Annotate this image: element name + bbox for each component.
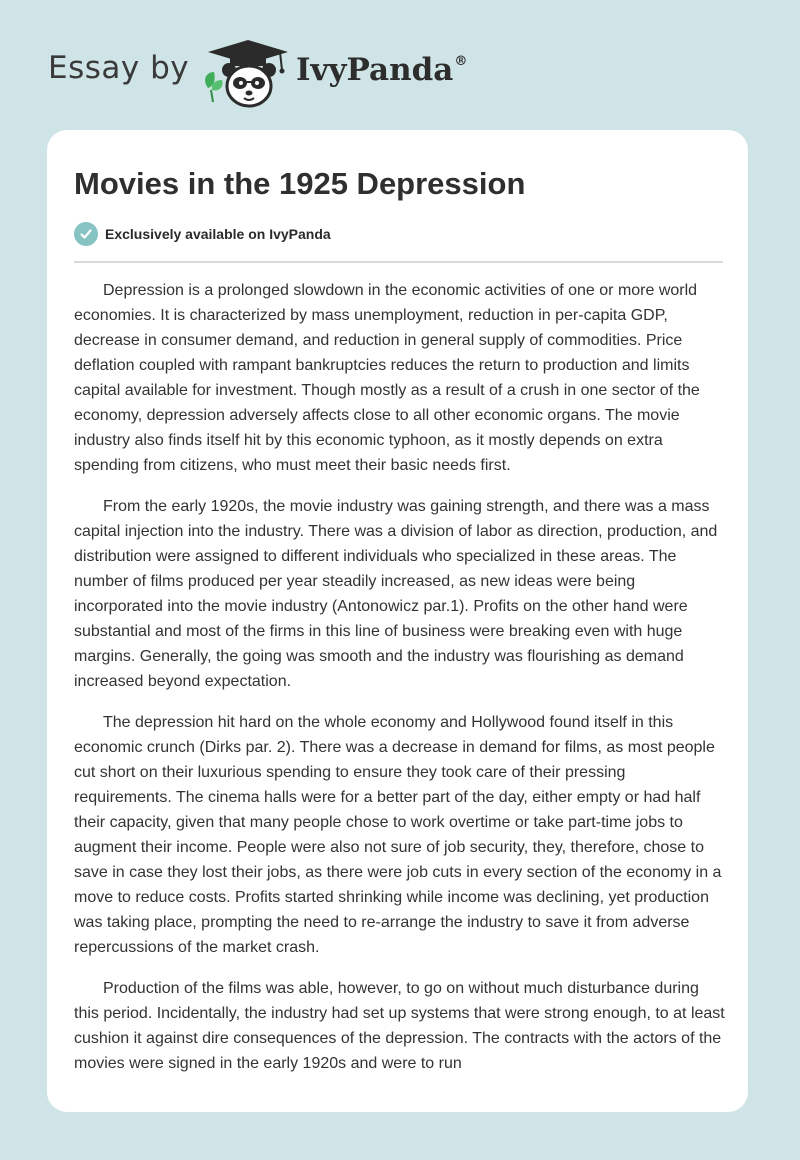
exclusive-badge-label: Exclusively available on IvyPanda [105, 226, 331, 242]
brand-logo-text[interactable] [296, 52, 467, 88]
registered-mark: ® [454, 54, 468, 69]
site-header [0, 0, 800, 130]
brand-name: IvyPanda [296, 52, 454, 88]
panda-logo-icon[interactable] [200, 36, 292, 110]
paragraph: From the early 1920s, the movie industry was gaining strength, and there was a mass capital injection into the industry. There was a division of labor as direction, production, and distribution were assigned to different individuals who specialized in these areas. The number of films produced per year steadily increased, as new ideas were being incorporated into the movie industry (Antonowicz par.1). Profits on the other hand were substantial and most of the firms in this line of business were breaking even with huge margins. Generally, the going was smooth and the industry was flourishing as demand increased beyond expectation. [74, 498, 718, 690]
article-card [47, 130, 748, 1112]
checkmark-icon [74, 222, 98, 246]
article-body [74, 278, 725, 1092]
leaf-icon [205, 72, 222, 102]
paragraph: The depression hit hard on the whole economy and Hollywood found itself in this economic crunch (Dirks par. 2). There was a decrease in demand for films, as most people cut short on their luxurious spending to ensure they took care of their pressing requirements. The cinema halls were for a better part of the day, either empty or had half their capacity, given that many people chose to work overtime or take part-time jobs to augment their income. People were also not sure of job security, they, therefore, chose to save in case they lost their jobs, as there were job cuts in every section of the economy in a move to reduce costs. Profits started shrinking while income was declining, yet production was taking place, prompting the need to re-arrange the industry to save it from adverse repercussions of the market crash. [74, 714, 722, 956]
paragraph: Production of the films was able, however, to go on without much disturbance during this period. Incidentally, the industry had set up systems that were strong enough, to at least cushion it against dire consequences of the depression. The contracts with the actors of the movies were signed in the early 1920s and were to run [74, 980, 725, 1072]
divider [74, 261, 723, 263]
exclusive-badge [74, 221, 331, 247]
essay-by-label: Essay by [48, 50, 190, 86]
paragraph: Depression is a prolonged slowdown in the economic activities of one or more world economies. It is characterized by mass unemployment, reduction in per-capita GDP, decrease in consumer demand, and reduction in general supply of commodities. Price deflation coupled with rampant bankruptcies reduces the return to production and limits capital available for investment. Though mostly as a result of a crush in one sector of the economy, depression adversely affects close to all other economic organs. The movie industry also finds itself hit by this economic typhoon, as it mostly depends on extra spending from citizens, who must meet their basic needs first. [74, 282, 700, 474]
page-title: Movies in the 1925 Depression [74, 166, 526, 201]
